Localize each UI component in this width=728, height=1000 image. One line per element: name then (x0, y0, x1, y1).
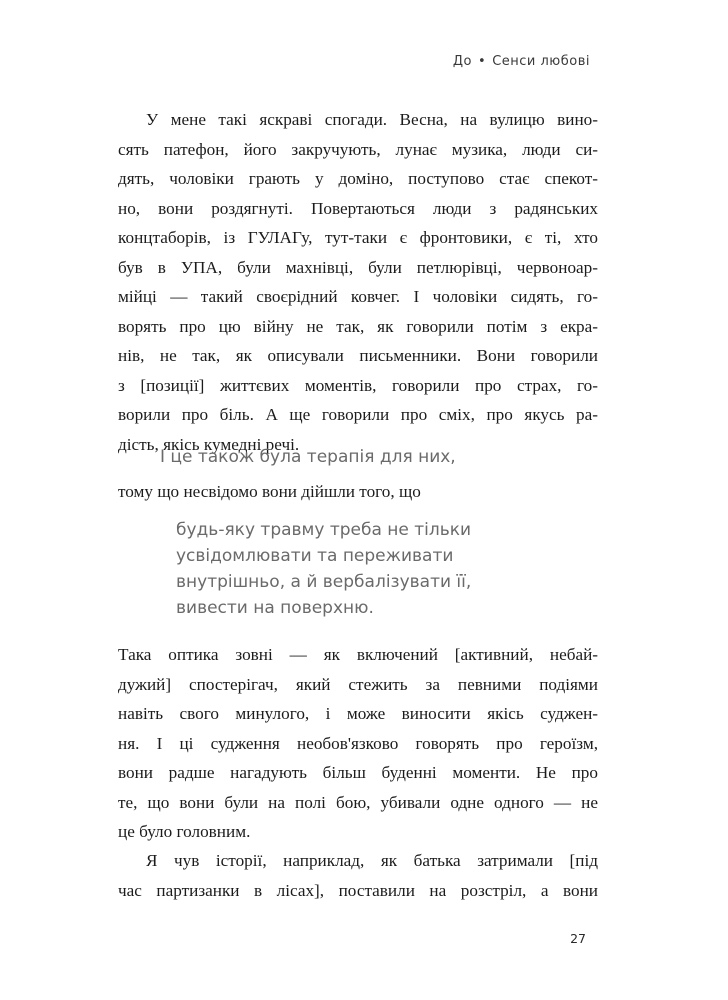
running-header (453, 54, 590, 69)
text-line: те, що вони були на полі бою, убивали одне одного — не (118, 792, 598, 812)
text-line: концтаборів, із ГУЛАГу, тут-таки є фронтовики, є ті, хто (118, 228, 598, 247)
quote-line: будь-яку травму треба не тільки (176, 520, 472, 540)
text-line: дість, якісь кумедні речі. (118, 434, 300, 454)
paragraph-3 (118, 846, 598, 905)
text-line: ворили про біль. А ще говорили про сміх, про якусь ра- (118, 405, 598, 424)
header-title: Сенси любові (492, 54, 590, 69)
quote-line: внутрішньо, а й вербалізувати її, (176, 572, 472, 592)
pull-quote-1: І це також була терапія для них, (160, 447, 456, 467)
quote-line: усвідомлювати та переживати (176, 546, 454, 566)
paragraph-2 (118, 640, 598, 847)
paragraph-1 (118, 105, 598, 459)
text-line: вони радше нагадують більш буденні моменти. Не про (118, 763, 598, 782)
text-line: з [позиції] життєвих моментів, говорили про страх, го- (118, 375, 598, 395)
pull-quote-2 (176, 517, 471, 621)
text-line: Я чув історії, наприклад, як батька затримали [під (146, 851, 598, 870)
text-line: був в УПА, були махнівці, були петлюрівці, червоноар- (118, 257, 598, 277)
text-line: дять, чоловіки грають у доміно, поступово стає спекот- (118, 169, 598, 188)
text-line: нів, не так, як описували письменники. Вони говорили (118, 346, 598, 365)
text-line: ня. І ці судження необов'язково говорять про героїзм, (118, 733, 598, 753)
text-line: сять патефон, його закручують, лунає музика, люди си- (118, 139, 598, 159)
text-line: час партизанки в лісах], поставили на розстріл, а вони (118, 880, 598, 900)
text-line: тому що несвідомо вони дійшли того, що (118, 482, 421, 501)
text-line: це було головним. (118, 822, 251, 841)
page-number: 27 (570, 931, 586, 946)
text-line: навіть свого минулого, і може виносити якісь суджен- (118, 704, 598, 723)
text-line: дужий] спостерігач, який стежить за певними подіями (118, 674, 598, 694)
header-author: До (452, 54, 473, 69)
header-separator: • (478, 54, 487, 69)
text-line: ворять про цю війну не так, як говорили потім з екра- (118, 316, 598, 336)
connector-line (118, 477, 598, 507)
text-line: мійці — такий своєрідний ковчег. І чоловіки сидять, го- (118, 287, 598, 306)
text-line: У мене такі яскраві спогади. Весна, на вулицю вино- (146, 110, 598, 129)
text-line: Така оптика зовні — як включений [активний, небай- (118, 645, 598, 664)
text-line: но, вони роздягнуті. Повертаються люди з радянських (118, 198, 598, 218)
quote-line: вивести на поверхню. (176, 598, 374, 618)
